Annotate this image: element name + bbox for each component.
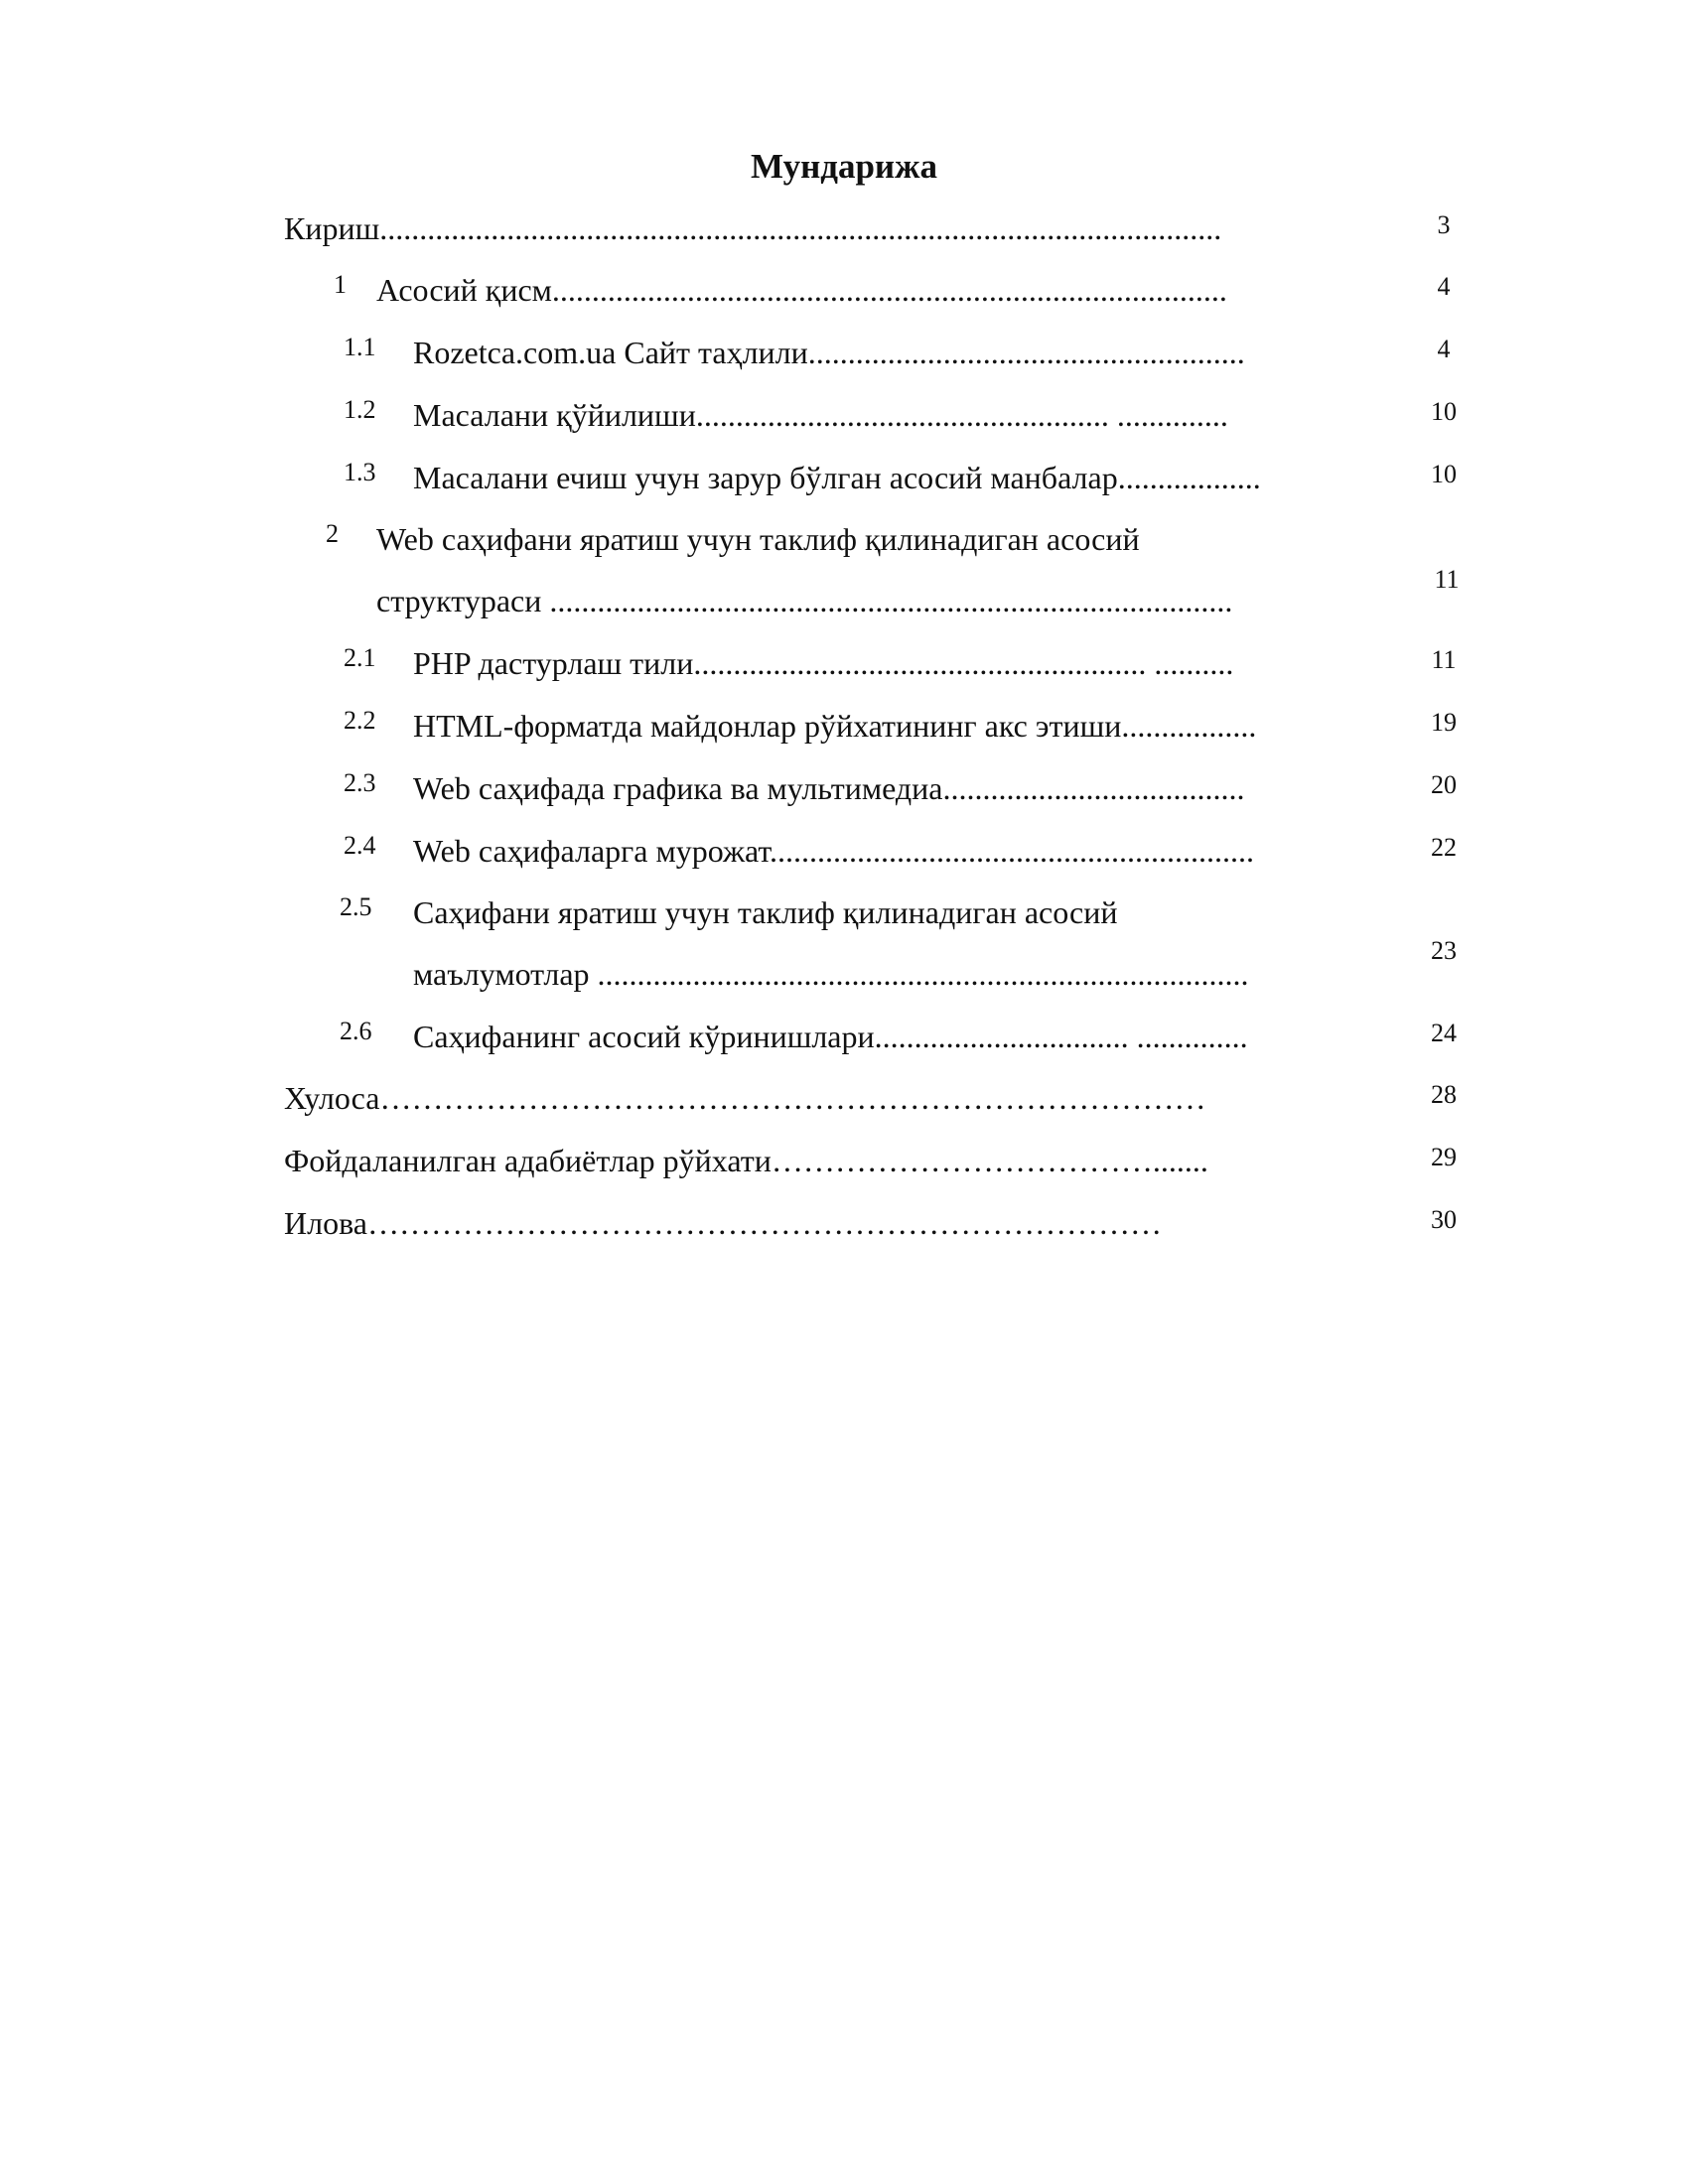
toc-entry-page: 23 [1431,936,1457,965]
toc-entry-page: 4 [1437,335,1451,363]
toc-entry-section-1-3 [0,456,1688,499]
toc-entry-conclusion [0,1076,1688,1120]
toc-entry-number: 2 [326,519,339,548]
toc-entry-page: 10 [1431,397,1457,426]
toc-entry-number: 1.3 [344,458,376,486]
toc-entry-number: 2.4 [344,831,376,860]
toc-entry-section-1 [0,268,1688,312]
toc-entry-number: 2.3 [344,768,376,797]
toc-entry-number: 2.5 [340,892,372,921]
toc-entry-page: 10 [1431,460,1457,488]
toc-entry-section-1-1 [0,331,1688,374]
toc-entry-page: 19 [1431,708,1457,737]
toc-entry-section-2 [0,517,1688,624]
toc-entry-text: Кириш.......................................................................................................... [284,210,1222,246]
toc-entry-page: 30 [1431,1205,1457,1234]
toc-entry-section-2-5 [0,890,1688,998]
toc-entry-page: 28 [1431,1080,1457,1109]
toc-entry-page: 20 [1431,770,1457,799]
toc-entry-section-2-2 [0,704,1688,748]
toc-entry-text-continued: структураси ...................................................................................... [376,583,1233,618]
toc-entry-text-continued: маълумотлар .................................................................................. [413,956,1249,992]
toc-entry-page: 24 [1431,1019,1457,1047]
toc-entry-section-2-1 [0,641,1688,685]
toc-entry-page: 3 [1437,210,1451,239]
toc-entry-text: PHP дастурлаш тили......................................................... .......... [413,645,1234,681]
toc-entry-text: Фойдаланилган адабиётлар рўйхати………………………………....... [284,1143,1208,1178]
toc-entry-number: 1.1 [344,333,376,361]
toc-entry-section-2-4 [0,829,1688,873]
toc-entry-text: Масалани ечиш учун зарур бўлган асосий манбалар.................. [413,460,1261,495]
toc-entry-text: Web саҳифада графика ва мультимедиа...................................... [413,770,1245,806]
toc-entry-text: Web саҳифани яратиш учун таклиф қилинадиган асосий [376,521,1140,557]
toc-entry-text: Саҳифани яратиш учун таклиф қилинадиган асосий [413,894,1118,930]
toc-entry-page: 22 [1431,833,1457,862]
toc-entry-section-2-3 [0,766,1688,810]
toc-title: Мундарижа [751,147,937,186]
toc-entry-page: 4 [1437,272,1451,301]
toc-entry-page: 11 [1434,565,1460,594]
toc-entry-introduction [0,206,1688,250]
toc-entry-number: 1.2 [344,395,376,424]
toc-entry-number: 2.6 [340,1017,372,1045]
toc-entry-number: 1 [334,270,347,299]
toc-entry-text: Масалани қўйилиши.................................................... .............. [413,397,1228,433]
toc-entry-page: 29 [1431,1143,1457,1171]
toc-entry-number: 2.1 [344,643,376,672]
toc-entry-section-1-2 [0,393,1688,437]
toc-entry-number: 2.2 [344,706,376,735]
toc-entry-appendix [0,1201,1688,1245]
toc-entry-text: Саҳифанинг асосий кўринишлари................................ .............. [413,1019,1248,1054]
toc-entry-text: Хулоса…………………………………………………………………… [284,1080,1206,1116]
toc-entry-references [0,1139,1688,1182]
toc-entry-text: HTML-форматда майдонлар рўйхатининг акс этиши................. [413,708,1257,744]
toc-entry-text: Асосий қисм..................................................................................... [376,272,1227,308]
toc-entry-text: Илова………………………………………………………………… [284,1205,1162,1241]
toc-entry-page: 11 [1431,645,1457,674]
toc-entry-section-2-6 [0,1015,1688,1058]
toc-entry-text: Web саҳифаларга мурожат............................................................. [413,833,1254,869]
toc-entry-text: Rozetca.com.ua Сайт таҳлили....................................................... [413,335,1245,370]
